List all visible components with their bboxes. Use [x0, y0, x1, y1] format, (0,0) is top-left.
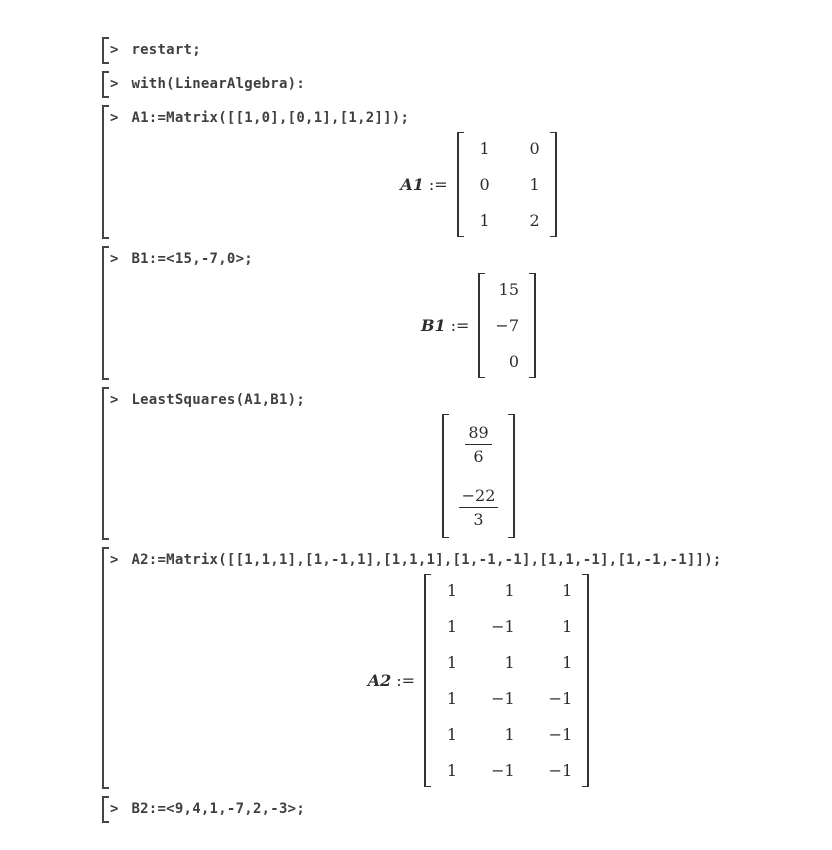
exec-group-leastsquares [102, 387, 832, 540]
code-with-linearalgebra[interactable]: with(LinearAlgebra): [131, 76, 306, 92]
group-bracket-icon[interactable] [102, 37, 109, 64]
matrix-cell: 1 [446, 761, 458, 780]
matrix-cell: 1 [504, 581, 515, 600]
fraction-denominator: 3 [473, 510, 484, 529]
exec-group-with-linearalgebra [102, 71, 832, 98]
prompt-symbol: > [110, 392, 119, 408]
prompt-symbol: > [110, 76, 119, 92]
matrix-cell: 1 [562, 617, 573, 636]
matrix-cell: 1 [446, 689, 458, 708]
assignment-label [421, 316, 469, 335]
exec-group-b2 [102, 796, 832, 823]
matrix-bracket-right-icon [550, 132, 557, 237]
matrix-grid [431, 574, 582, 787]
matrix-cell: −1 [548, 689, 573, 708]
code-restart[interactable]: restart; [131, 42, 201, 58]
matrix-cell: 1 [504, 653, 515, 672]
exec-group-restart [102, 37, 832, 64]
assign-operator: := [396, 671, 416, 690]
code-leastsquares-call[interactable]: LeastSquares(A1,B1); [131, 392, 306, 408]
matrix-cell: −1 [548, 761, 573, 780]
prompt-symbol: > [110, 552, 119, 568]
matrix-cell [459, 423, 499, 466]
matrix-cell: 1 [562, 581, 573, 600]
matrix-bracket-left-icon [457, 132, 464, 237]
group-bracket-icon[interactable] [102, 387, 109, 540]
code-b1-assign[interactable]: B1:=<15,-7,0>; [131, 251, 253, 267]
matrix-cell: 1 [504, 725, 515, 744]
matrix-cell: 1 [446, 581, 458, 600]
matrix-cell: 1 [562, 653, 573, 672]
matrix-cell: −1 [548, 725, 573, 744]
matrix-cell: 1 [446, 725, 458, 744]
matrix-grid [464, 132, 550, 237]
matrix-cell: 2 [529, 211, 540, 230]
exec-group-a2 [102, 547, 832, 789]
fraction-numerator: 89 [465, 423, 491, 445]
matrix-bracket-left-icon [442, 414, 449, 538]
fraction-denominator: 6 [473, 447, 484, 466]
matrix-grid [485, 273, 529, 378]
matrix-cell: −1 [491, 617, 515, 636]
matrix-cell: 0 [508, 352, 520, 371]
input-line[interactable] [109, 105, 832, 132]
prompt-symbol: > [110, 251, 119, 267]
matrix-bracket-right-icon [508, 414, 515, 538]
prompt-symbol: > [110, 801, 119, 817]
matrix-a1 [457, 132, 557, 237]
input-line[interactable] [109, 246, 832, 273]
matrix-cell: 1 [479, 211, 490, 230]
assignment-label [368, 671, 415, 690]
code-a1-assign[interactable]: A1:=Matrix([[1,0],[0,1],[1,2]]); [131, 110, 410, 126]
output-b1[interactable] [117, 273, 832, 380]
matrix-cell: 0 [529, 139, 540, 158]
matrix-bracket-right-icon [529, 273, 536, 378]
prompt-symbol: > [110, 42, 119, 58]
fraction-numerator: −22 [459, 486, 499, 508]
assign-operator: := [428, 175, 448, 194]
matrix-bracket-left-icon [478, 273, 485, 378]
prompt-symbol: > [110, 110, 119, 126]
matrix-cell [459, 486, 499, 529]
group-bracket-icon[interactable] [102, 105, 109, 239]
matrix-cell: 1 [446, 617, 458, 636]
exec-group-a1 [102, 105, 832, 239]
assign-operator: := [450, 316, 470, 335]
matrix-cell: −1 [491, 761, 515, 780]
group-bracket-icon[interactable] [102, 547, 109, 789]
matrix-cell: 0 [479, 175, 490, 194]
group-bracket-icon[interactable] [102, 246, 109, 380]
vector-leastsquares-result [442, 414, 516, 538]
matrix-cell: −7 [495, 316, 520, 335]
assignment-label [400, 175, 447, 194]
code-a2-assign[interactable]: A2:=Matrix([[1,1,1],[1,-1,1],[1,1,1],[1,-1,-1],[1,1,-1],[1,-1,-1]]); [131, 552, 722, 568]
variable-name: A1 [400, 175, 424, 194]
variable-name: B1 [420, 316, 446, 335]
input-line[interactable] [109, 796, 832, 823]
variable-name: A2 [367, 671, 392, 690]
matrix-a2 [424, 574, 589, 787]
group-bracket-icon[interactable] [102, 796, 109, 823]
vector-b1 [478, 273, 536, 378]
input-line[interactable] [109, 71, 832, 98]
output-a1[interactable] [117, 132, 832, 239]
group-bracket-icon[interactable] [102, 71, 109, 98]
output-a2[interactable] [117, 574, 832, 789]
matrix-bracket-right-icon [582, 574, 589, 787]
input-line[interactable] [109, 387, 832, 414]
matrix-grid [449, 414, 509, 538]
matrix-cell: 1 [446, 653, 458, 672]
matrix-bracket-left-icon [424, 574, 431, 787]
matrix-cell: −1 [491, 689, 515, 708]
input-line[interactable] [109, 37, 832, 64]
exec-group-b1 [102, 246, 832, 380]
fraction [465, 423, 491, 466]
output-leastsquares[interactable] [117, 414, 832, 540]
fraction [459, 486, 499, 529]
code-b2-assign[interactable]: B2:=<9,4,1,-7,2,-3>; [131, 801, 306, 817]
matrix-cell: 1 [479, 139, 490, 158]
matrix-cell: 15 [498, 280, 520, 299]
input-line[interactable] [109, 547, 832, 574]
matrix-cell: 1 [529, 175, 540, 194]
